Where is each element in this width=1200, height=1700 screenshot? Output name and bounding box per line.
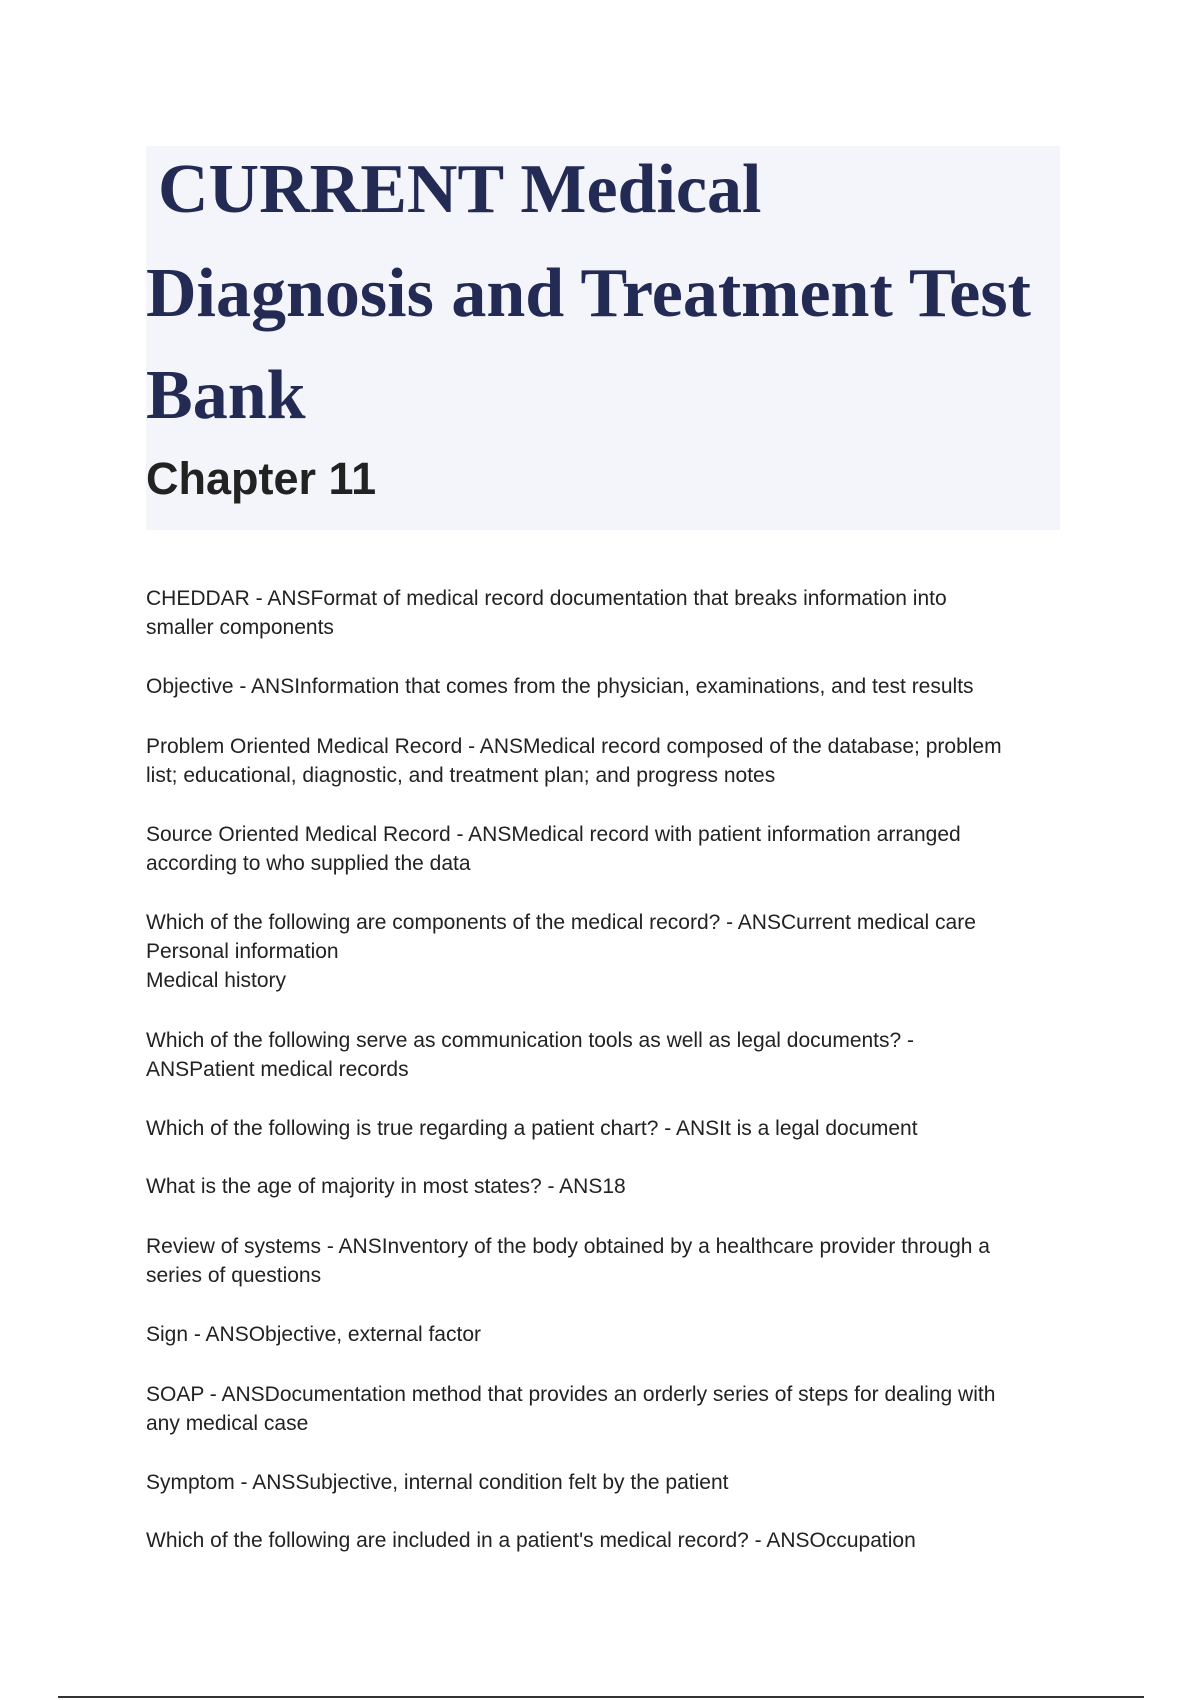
qa-entry: Which of the following serve as communication tools as well as legal documents? - ANSPatient medical records xyxy=(146,1029,915,1081)
qa-entry: Objective - ANSInformation that comes from the physician, examinations, and test results xyxy=(146,675,974,698)
document-title-line-1: CURRENT Medical xyxy=(158,151,762,228)
qa-entry: Source Oriented Medical Record - ANSMedical record with patient information arranged according to who supplied the data xyxy=(146,823,961,875)
footer-divider xyxy=(58,1696,1144,1698)
title-block xyxy=(146,146,1060,530)
document-title-line-3: Bank xyxy=(146,357,306,434)
qa-entry: What is the age of majority in most states? - ANS18 xyxy=(146,1175,626,1198)
qa-entry: Problem Oriented Medical Record - ANSMedical record composed of the database; problem list; educational, diagnostic, and treatment plan; and progress notes xyxy=(146,735,1002,787)
qa-entry: Symptom - ANSSubjective, internal condition felt by the patient xyxy=(146,1471,729,1494)
qa-entry: Which of the following are components of the medical record? - ANSCurrent medical care Personal information Medical history xyxy=(146,911,976,992)
qa-entry: Which of the following is true regarding a patient chart? - ANSIt is a legal document xyxy=(146,1117,918,1140)
qa-entry: CHEDDAR - ANSFormat of medical record documentation that breaks information into smaller components xyxy=(146,587,947,639)
qa-entry: Sign - ANSObjective, external factor xyxy=(146,1323,481,1346)
qa-entry: Review of systems - ANSInventory of the body obtained by a healthcare provider through a series of questions xyxy=(146,1235,990,1287)
chapter-heading: Chapter 11 xyxy=(146,453,377,504)
qa-entry: Which of the following are included in a patient's medical record? - ANSOccupation xyxy=(146,1529,916,1552)
qa-entry: SOAP - ANSDocumentation method that provides an orderly series of steps for dealing with any medical case xyxy=(146,1383,996,1435)
document-title-line-2: Diagnosis and Treatment Test xyxy=(146,255,1031,332)
